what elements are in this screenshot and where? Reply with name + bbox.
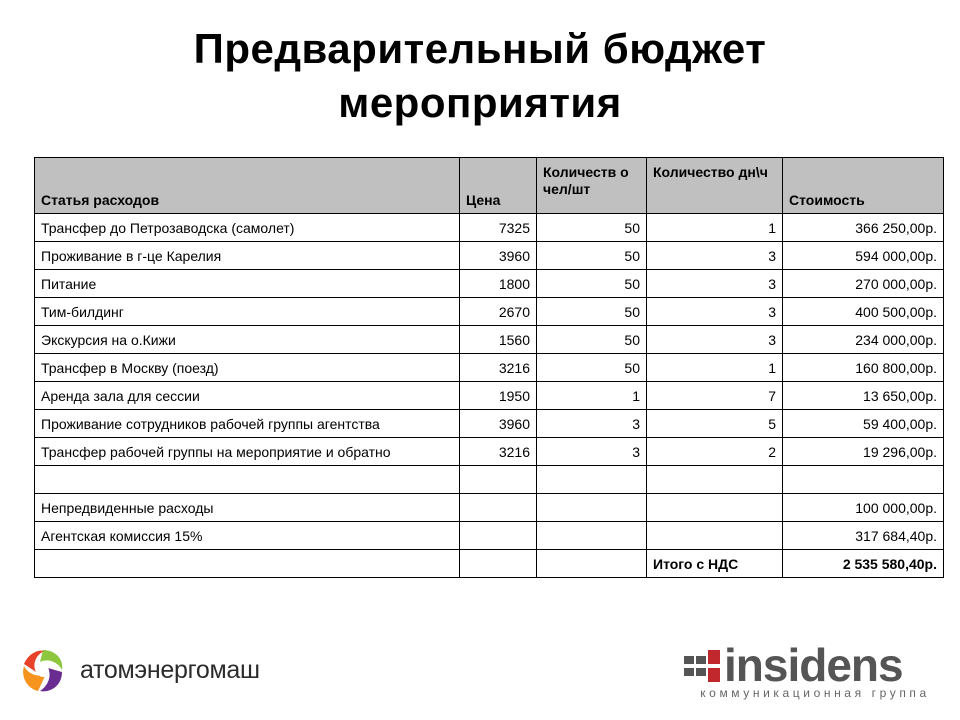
table-cell: Проживание сотрудников рабочей группы агентства: [35, 410, 460, 438]
table-cell: 270 000,00р.: [783, 270, 944, 298]
header-price: Цена: [460, 158, 537, 214]
insidens-subtitle: коммуникационная группа: [700, 686, 930, 700]
table-cell: 19 296,00р.: [783, 438, 944, 466]
table-row: [35, 326, 944, 354]
table-cell: Трансфер в Москву (поезд): [35, 354, 460, 382]
table-row: [35, 410, 944, 438]
table-cell: 50: [537, 354, 647, 382]
title-line-1: Предварительный бюджет: [193, 25, 767, 72]
table-cell: [460, 466, 537, 494]
table-cell: 7: [647, 382, 783, 410]
table-cell: Непредвиденные расходы: [35, 494, 460, 522]
header-item: Статья расходов: [35, 158, 460, 214]
table-row: [35, 382, 944, 410]
table-cell: 50: [537, 242, 647, 270]
table-cell: 13 650,00р.: [783, 382, 944, 410]
table-cell: 400 500,00р.: [783, 298, 944, 326]
table-cell: 317 684,40р.: [783, 522, 944, 550]
title-line-2: мероприятия: [338, 79, 622, 126]
table-cell: 50: [537, 270, 647, 298]
table-cell: 1: [647, 354, 783, 382]
table-cell: 160 800,00р.: [783, 354, 944, 382]
table-cell: 100 000,00р.: [783, 494, 944, 522]
table-cell: 3: [647, 326, 783, 354]
table-cell: 3216: [460, 438, 537, 466]
table-cell: 1560: [460, 326, 537, 354]
table-cell: 3: [537, 410, 647, 438]
table-cell: 234 000,00р.: [783, 326, 944, 354]
table-cell: 59 400,00р.: [783, 410, 944, 438]
table-cell: 366 250,00р.: [783, 214, 944, 242]
table-cell: Трансфер до Петрозаводска (самолет): [35, 214, 460, 242]
table-cell: 3960: [460, 242, 537, 270]
table-cell: 1800: [460, 270, 537, 298]
table-cell: 3: [647, 298, 783, 326]
table-cell: Проживание в г-це Карелия: [35, 242, 460, 270]
table-cell: [647, 466, 783, 494]
table-cell: Тим-билдинг: [35, 298, 460, 326]
table-cell: 50: [537, 326, 647, 354]
table-cell: 2: [647, 438, 783, 466]
table-cell: 1950: [460, 382, 537, 410]
table-cell: 1: [647, 214, 783, 242]
table-cell: 50: [537, 214, 647, 242]
table-cell: 3216: [460, 354, 537, 382]
insidens-logo: [684, 639, 946, 702]
table-cell: Питание: [35, 270, 460, 298]
table-cell: 3: [537, 438, 647, 466]
table-row: [35, 466, 944, 494]
table-cell: 594 000,00р.: [783, 242, 944, 270]
header-qty-days: Количество дн\ч: [647, 158, 783, 214]
header-cost: Стоимость: [783, 158, 944, 214]
table-cell: 5: [647, 410, 783, 438]
table-cell: [647, 522, 783, 550]
atomenergomash-text: атомэнергомаш: [80, 656, 260, 684]
budget-table: [34, 157, 944, 578]
table-row: [35, 214, 944, 242]
table-row: [35, 494, 944, 522]
table-cell: [35, 550, 460, 578]
table-cell: [783, 466, 944, 494]
table-header-row: [35, 158, 944, 214]
table-cell: 7325: [460, 214, 537, 242]
atomenergomash-logo: [18, 642, 278, 702]
total-label: Итого с НДС: [647, 550, 783, 578]
table-cell: [460, 550, 537, 578]
insidens-wordmark: insidens: [724, 639, 903, 691]
atom-swirl-icon: [18, 646, 68, 696]
table-cell: [537, 466, 647, 494]
table-cell: [537, 494, 647, 522]
table-cell: 3: [647, 270, 783, 298]
table-row: [35, 522, 944, 550]
table-cell: [460, 522, 537, 550]
table-row: [35, 354, 944, 382]
header-qty-people: Количеств о чел/шт: [537, 158, 647, 214]
table-cell: 2670: [460, 298, 537, 326]
table-cell: 3: [647, 242, 783, 270]
table-cell: Аренда зала для сессии: [35, 382, 460, 410]
page-title: [0, 22, 960, 130]
table-row: [35, 438, 944, 466]
table-row: [35, 270, 944, 298]
table-cell: 50: [537, 298, 647, 326]
total-row: [35, 550, 944, 578]
table-cell: [537, 550, 647, 578]
table-cell: [537, 522, 647, 550]
table-cell: [647, 494, 783, 522]
table-cell: [460, 494, 537, 522]
insidens-mark-icon: [684, 650, 722, 684]
total-value: 2 535 580,40р.: [783, 550, 944, 578]
table-cell: Агентская комиссия 15%: [35, 522, 460, 550]
table-cell: 1: [537, 382, 647, 410]
table-row: [35, 242, 944, 270]
table-cell: 3960: [460, 410, 537, 438]
table-cell: [35, 466, 460, 494]
table-cell: Экскурсия на о.Кижи: [35, 326, 460, 354]
table-row: [35, 298, 944, 326]
table-cell: Трансфер рабочей группы на мероприятие и обратно: [35, 438, 460, 466]
